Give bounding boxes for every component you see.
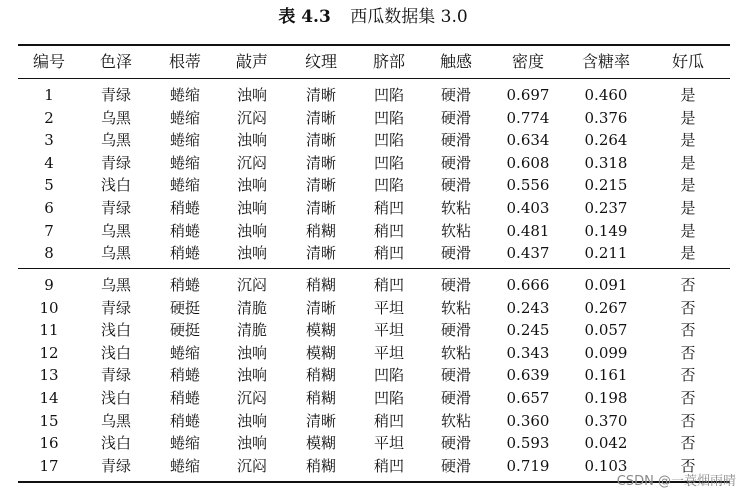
table-row	[18, 174, 730, 197]
cell-density: 0.593	[506, 434, 550, 453]
cell-sugar: 0.264	[584, 131, 628, 150]
cell-touch: 硬滑	[440, 108, 471, 127]
cell-navel: 平坦	[373, 434, 404, 453]
cell-id: 6	[44, 198, 54, 217]
cell-touch: 软粘	[440, 221, 471, 240]
table-row	[18, 387, 730, 410]
cell-id: 16	[39, 434, 59, 453]
table-row	[18, 432, 730, 455]
cell-touch: 软粘	[440, 411, 471, 430]
cell-navel: 稍凹	[373, 244, 404, 263]
table-caption	[0, 6, 746, 28]
header-row	[18, 48, 730, 76]
cell-label: 否	[680, 276, 696, 294]
table-row	[18, 319, 730, 342]
cell-label: 是	[680, 176, 696, 195]
col-header-sound: 敲声	[235, 52, 268, 71]
cell-touch: 硬滑	[440, 176, 471, 195]
cell-color: 乌黑	[100, 411, 131, 430]
col-header-density: 密度	[511, 52, 544, 71]
cell-label: 否	[680, 321, 696, 340]
cell-sound: 沉闷	[236, 456, 267, 475]
cell-navel: 平坦	[373, 298, 404, 317]
cell-density: 0.697	[506, 86, 550, 104]
cell-texture: 稍糊	[305, 366, 336, 385]
cell-color: 青绿	[100, 366, 131, 385]
table-row	[18, 242, 730, 265]
cell-texture: 清晰	[305, 131, 336, 150]
cell-navel: 平坦	[373, 343, 404, 362]
cell-sound: 清脆	[236, 321, 267, 340]
table-row	[18, 342, 730, 365]
cell-texture: 清晰	[305, 108, 336, 127]
cell-id: 14	[39, 388, 59, 407]
group-separator-rule	[18, 268, 730, 269]
cell-touch: 硬滑	[440, 244, 471, 263]
cell-touch: 软粘	[440, 298, 471, 317]
cell-density: 0.657	[506, 388, 550, 407]
cell-sugar: 0.237	[584, 198, 628, 217]
cell-sound: 浊响	[236, 176, 267, 195]
table-row	[18, 107, 730, 130]
cell-texture: 清晰	[305, 244, 336, 263]
cell-texture: 模糊	[305, 321, 336, 340]
cell-id: 15	[39, 411, 59, 430]
cell-density: 0.608	[506, 153, 550, 172]
cell-sugar: 0.103	[584, 456, 628, 475]
cell-color: 青绿	[100, 298, 131, 317]
cell-sugar: 0.149	[584, 221, 628, 240]
cell-color: 乌黑	[100, 276, 131, 294]
cell-label: 否	[680, 456, 696, 475]
cell-root: 蜷缩	[169, 86, 200, 104]
cell-label: 否	[680, 434, 696, 453]
cell-density: 0.481	[506, 221, 550, 240]
cell-sound: 清脆	[236, 298, 267, 317]
cell-label: 是	[680, 244, 696, 263]
cell-density: 0.437	[506, 244, 550, 263]
cell-root: 蜷缩	[169, 343, 200, 362]
cell-id: 17	[39, 456, 59, 475]
col-header-label: 好瓜	[671, 52, 704, 71]
cell-sugar: 0.370	[584, 411, 628, 430]
cell-sound: 浊响	[236, 366, 267, 385]
cell-id: 11	[39, 321, 59, 340]
cell-root: 蜷缩	[169, 456, 200, 475]
cell-density: 0.666	[506, 276, 550, 294]
col-header-id: 编号	[32, 52, 65, 71]
cell-navel: 稍凹	[373, 198, 404, 217]
table-title: 西瓜数据集 3.0	[350, 7, 468, 27]
table-number: 表 4.3	[278, 7, 331, 27]
cell-touch: 硬滑	[440, 86, 471, 104]
cell-color: 浅白	[100, 388, 131, 407]
cell-texture: 清晰	[305, 153, 336, 172]
cell-sugar: 0.042	[584, 434, 628, 453]
cell-navel: 稍凹	[373, 221, 404, 240]
cell-root: 蜷缩	[169, 153, 200, 172]
cell-navel: 凹陷	[373, 131, 404, 150]
cell-sound: 浊响	[236, 244, 267, 263]
cell-label: 是	[680, 198, 696, 217]
cell-color: 乌黑	[100, 108, 131, 127]
cell-sugar: 0.057	[584, 321, 628, 340]
cell-sugar: 0.161	[584, 366, 628, 385]
cell-navel: 凹陷	[373, 388, 404, 407]
col-header-root: 根蒂	[168, 52, 201, 71]
cell-density: 0.343	[506, 343, 550, 362]
cell-texture: 清晰	[305, 86, 336, 104]
cell-density: 0.245	[506, 321, 550, 340]
cell-color: 浅白	[100, 343, 131, 362]
cell-id: 12	[39, 343, 59, 362]
cell-id: 8	[44, 244, 54, 263]
cell-root: 稍蜷	[169, 276, 200, 294]
cell-density: 0.556	[506, 176, 550, 195]
cell-color: 青绿	[100, 198, 131, 217]
cell-label: 是	[680, 153, 696, 172]
cell-texture: 稍糊	[305, 456, 336, 475]
cell-touch: 软粘	[440, 343, 471, 362]
cell-sound: 浊响	[236, 131, 267, 150]
cell-root: 稍蜷	[169, 366, 200, 385]
cell-root: 硬挺	[169, 298, 200, 317]
cell-density: 0.774	[506, 108, 550, 127]
cell-texture: 模糊	[305, 434, 336, 453]
cell-texture: 稍糊	[305, 276, 336, 294]
cell-root: 蜷缩	[169, 131, 200, 150]
cell-touch: 硬滑	[440, 276, 471, 294]
cell-color: 青绿	[100, 153, 131, 172]
cell-color: 青绿	[100, 456, 131, 475]
cell-texture: 模糊	[305, 343, 336, 362]
cell-navel: 凹陷	[373, 366, 404, 385]
cell-root: 稍蜷	[169, 198, 200, 217]
cell-sugar: 0.215	[584, 176, 628, 195]
cell-touch: 软粘	[440, 198, 471, 217]
cell-navel: 稍凹	[373, 411, 404, 430]
cell-sound: 沉闷	[236, 276, 267, 294]
cell-color: 浅白	[100, 321, 131, 340]
watermark: CSDN @一蓑烟雨晴	[616, 474, 736, 489]
cell-density: 0.403	[506, 198, 550, 217]
col-header-texture: 纹理	[304, 52, 337, 71]
cell-touch: 硬滑	[440, 456, 471, 475]
cell-root: 稍蜷	[169, 388, 200, 407]
cell-id: 7	[44, 221, 54, 240]
cell-root: 稍蜷	[169, 411, 200, 430]
cell-density: 0.639	[506, 366, 550, 385]
table-row	[18, 364, 730, 387]
cell-touch: 硬滑	[440, 153, 471, 172]
cell-navel: 稍凹	[373, 456, 404, 475]
cell-color: 乌黑	[100, 244, 131, 263]
cell-label: 是	[680, 221, 696, 240]
cell-sound: 沉闷	[236, 108, 267, 127]
table-row	[18, 129, 730, 152]
col-header-sugar: 含糖率	[581, 52, 630, 71]
cell-sugar: 0.099	[584, 343, 628, 362]
cell-density: 0.634	[506, 131, 550, 150]
cell-color: 乌黑	[100, 221, 131, 240]
cell-label: 否	[680, 411, 696, 430]
cell-sugar: 0.091	[584, 276, 628, 294]
cell-sugar: 0.376	[584, 108, 628, 127]
cell-color: 浅白	[100, 434, 131, 453]
cell-root: 蜷缩	[169, 176, 200, 195]
cell-sugar: 0.211	[584, 244, 628, 263]
cell-texture: 稍糊	[305, 221, 336, 240]
cell-touch: 硬滑	[440, 434, 471, 453]
cell-root: 蜷缩	[169, 434, 200, 453]
cell-touch: 硬滑	[440, 131, 471, 150]
col-header-color: 色泽	[99, 52, 132, 71]
cell-navel: 凹陷	[373, 108, 404, 127]
cell-id: 9	[44, 276, 54, 294]
cell-id: 13	[39, 366, 59, 385]
cell-label: 是	[680, 131, 696, 150]
table-row	[18, 220, 730, 243]
cell-root: 稍蜷	[169, 221, 200, 240]
cell-label: 否	[680, 343, 696, 362]
col-header-touch: 触感	[439, 52, 472, 71]
cell-sound: 浊响	[236, 434, 267, 453]
cell-sound: 沉闷	[236, 388, 267, 407]
cell-density: 0.719	[506, 456, 550, 475]
cell-sugar: 0.460	[584, 86, 628, 104]
cell-label: 是	[680, 108, 696, 127]
table-body-negative	[18, 274, 730, 477]
cell-touch: 硬滑	[440, 388, 471, 407]
cell-texture: 清晰	[305, 176, 336, 195]
cell-color: 浅白	[100, 176, 131, 195]
cell-navel: 凹陷	[373, 176, 404, 195]
cell-color: 青绿	[100, 86, 131, 104]
cell-texture: 稍糊	[305, 388, 336, 407]
cell-id: 1	[44, 86, 54, 104]
table-body-positive	[18, 84, 730, 265]
table-row	[18, 274, 730, 297]
table-row	[18, 410, 730, 433]
cell-label: 否	[680, 298, 696, 317]
table-header	[18, 48, 730, 76]
cell-touch: 硬滑	[440, 321, 471, 340]
cell-texture: 清晰	[305, 198, 336, 217]
cell-root: 稍蜷	[169, 244, 200, 263]
cell-label: 否	[680, 388, 696, 407]
cell-id: 4	[44, 153, 54, 172]
table-row	[18, 84, 730, 107]
cell-label: 否	[680, 366, 696, 385]
table-row	[18, 197, 730, 220]
cell-sound: 浊响	[236, 86, 267, 104]
cell-sound: 浊响	[236, 343, 267, 362]
cell-navel: 凹陷	[373, 153, 404, 172]
cell-density: 0.243	[506, 298, 550, 317]
cell-sugar: 0.198	[584, 388, 628, 407]
cell-id: 5	[44, 176, 54, 195]
cell-id: 3	[44, 131, 54, 150]
top-rule	[18, 44, 730, 46]
cell-sound: 浊响	[236, 198, 267, 217]
cell-sound: 沉闷	[236, 153, 267, 172]
table-row	[18, 297, 730, 320]
cell-sugar: 0.267	[584, 298, 628, 317]
table-row	[18, 152, 730, 175]
cell-color: 乌黑	[100, 131, 131, 150]
cell-density: 0.360	[506, 411, 550, 430]
cell-root: 硬挺	[169, 321, 200, 340]
cell-sugar: 0.318	[584, 153, 628, 172]
col-header-navel: 脐部	[372, 52, 405, 71]
cell-touch: 硬滑	[440, 366, 471, 385]
cell-sound: 浊响	[236, 411, 267, 430]
cell-navel: 凹陷	[373, 86, 404, 104]
cell-navel: 平坦	[373, 321, 404, 340]
cell-navel: 稍凹	[373, 276, 404, 294]
header-rule	[18, 78, 730, 79]
cell-id: 10	[39, 298, 59, 317]
cell-label: 是	[680, 86, 696, 104]
cell-sound: 浊响	[236, 221, 267, 240]
cell-root: 蜷缩	[169, 108, 200, 127]
cell-texture: 清晰	[305, 298, 336, 317]
cell-id: 2	[44, 108, 54, 127]
cell-texture: 清晰	[305, 411, 336, 430]
